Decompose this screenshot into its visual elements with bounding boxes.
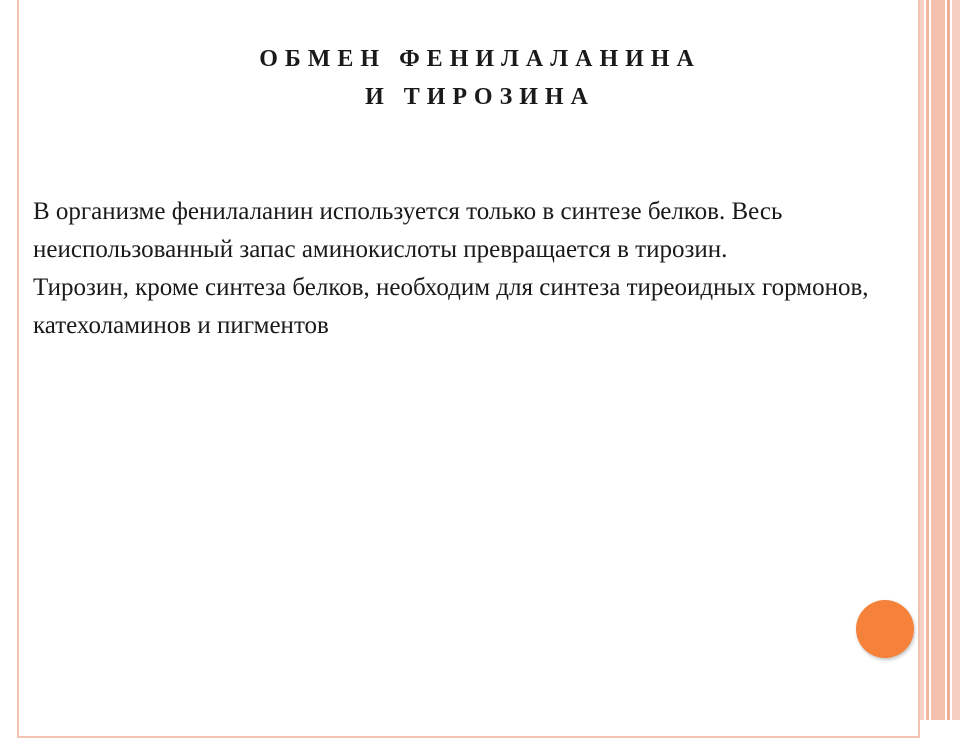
title-line-1: ОБМЕН ФЕНИЛАЛАНИНА <box>259 46 701 72</box>
stripe <box>952 0 960 720</box>
stripe <box>926 0 929 720</box>
decorative-stripes <box>920 0 960 720</box>
stripe <box>920 0 924 720</box>
stripe <box>947 0 950 720</box>
slide-body <box>33 193 903 345</box>
orange-circle-decoration <box>856 600 914 658</box>
body-paragraph-1: В организме фенилаланин используется только в синтезе белков. Весь неиспользованный запас аминокислоты превращается в тирозин. <box>33 198 783 263</box>
title-line-2: И ТИРОЗИНА <box>365 84 595 110</box>
slide-title <box>40 40 920 116</box>
stripe <box>931 0 945 720</box>
body-paragraph-2: Тирозин, кроме синтеза белков, необходим для синтеза тиреоидных гормонов, катехоламинов и пигментов <box>33 274 869 339</box>
